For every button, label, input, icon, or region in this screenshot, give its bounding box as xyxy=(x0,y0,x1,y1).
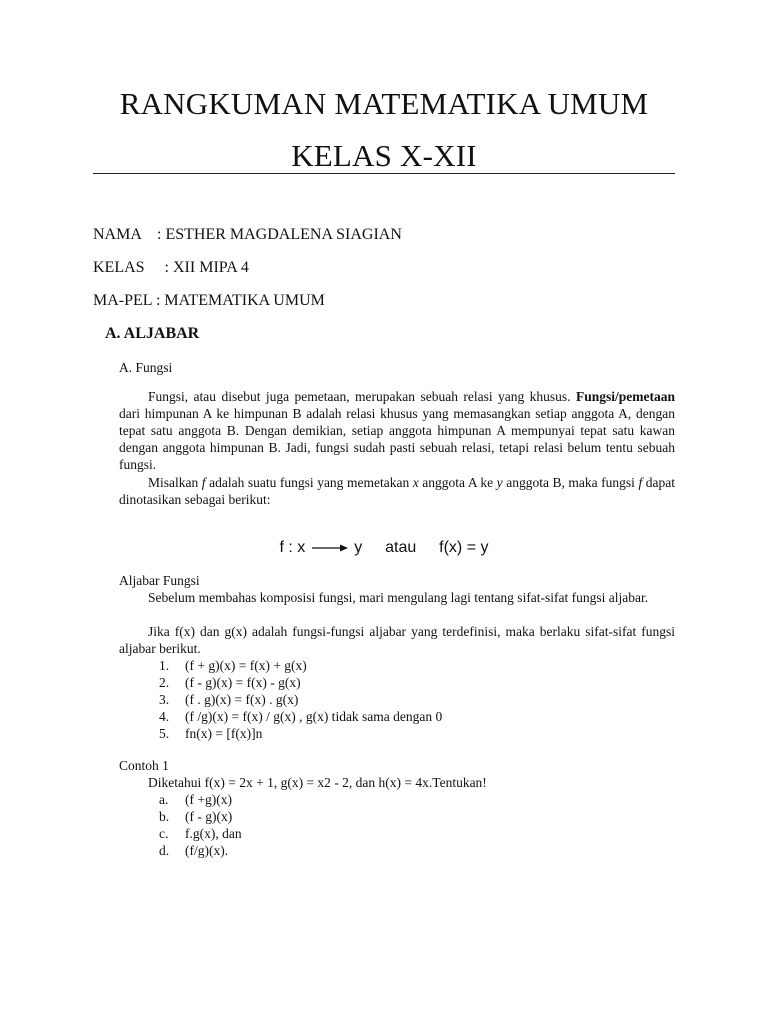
student-class: KELAS : XII MIPA 4 xyxy=(93,259,249,276)
student-name: NAMA : ESTHER MAGDALENA SIAGIAN xyxy=(93,226,402,243)
intro-paragraph: Fungsi, atau disebut juga pemetaan, merupakan sebuah relasi yang khusus. Fungsi/pemetaan dari himpunan A ke himpunan B adalah relasi khusus yang memasangkan setiap anggota A, dengan tepat satu anggota B. Dengan demikian, setiap anggota himpunan A mempunyai tepat satu kawan dengan anggota himpunan B. Jadi, fungsi sudah pasti sebuah relasi, tetapi relasi belum tentu sebuah fungsi. xyxy=(119,389,675,472)
list-item: 4. (f /g)(x) = f(x) / g(x) , g(x) tidak sama dengan 0 xyxy=(159,709,443,724)
function-notation: f : x y atau f(x) = y xyxy=(279,539,489,556)
example-item: a. (f +g)(x) xyxy=(159,792,232,807)
bold-term: Fungsi/pemetaan xyxy=(575,389,675,404)
notation-paragraph: Misalkan f adalah suatu fungsi yang memetakan x anggota A ke y anggota B, maka fungsi f dapat dinotasikan sebagai berikut: xyxy=(119,475,675,507)
example-title: Contoh 1 xyxy=(119,758,169,773)
aljabar-title: Aljabar Fungsi xyxy=(119,573,200,588)
page-subtitle: KELAS X-XII xyxy=(291,138,477,173)
right-arrow-icon xyxy=(312,543,348,553)
example-item: c. f.g(x), dan xyxy=(159,826,242,841)
title-divider xyxy=(93,173,675,174)
section-heading: A. ALJABAR xyxy=(105,325,200,342)
page-title: RANGKUMAN MATEMATIKA UMUM xyxy=(119,86,649,121)
aljabar-paragraph-2: Jika f(x) dan g(x) adalah fungsi-fungsi aljabar yang terdefinisi, maka berlaku sifat-sifat fungsi aljabar berikut. xyxy=(119,624,675,656)
list-item: 5. fn(x) = [f(x)]n xyxy=(159,726,263,741)
list-item: 2. (f - g)(x) = f(x) - g(x) xyxy=(159,675,301,690)
subject: MA-PEL : MATEMATIKA UMUM xyxy=(93,292,325,309)
aljabar-paragraph-1: Sebelum membahas komposisi fungsi, mari mengulang lagi tentang sifat-sifat fungsi aljabar. xyxy=(148,590,649,605)
example-statement: Diketahui f(x) = 2x + 1, g(x) = x2 - 2, dan h(x) = 4x.Tentukan! xyxy=(148,775,487,790)
example-item: d. (f/g)(x). xyxy=(159,843,229,858)
subsection-heading: A. Fungsi xyxy=(119,360,173,375)
list-item: 3. (f . g)(x) = f(x) . g(x) xyxy=(159,692,299,707)
list-item: 1. (f + g)(x) = f(x) + g(x) xyxy=(159,658,307,673)
example-item: b. (f - g)(x) xyxy=(159,809,233,824)
